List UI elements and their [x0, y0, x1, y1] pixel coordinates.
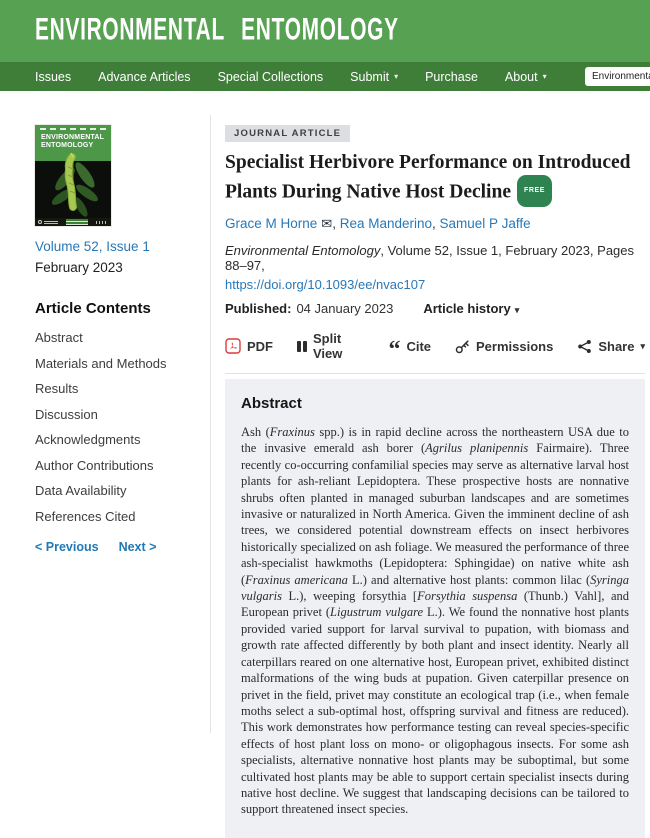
journal-cover[interactable]	[35, 125, 111, 226]
previous-article-link[interactable]: < Previous	[35, 539, 99, 554]
cover-issue-info	[40, 128, 106, 130]
contents-item-author-contributions[interactable]: Author Contributions	[35, 457, 154, 473]
journal-masthead	[0, 0, 650, 62]
envelope-icon: ✉	[321, 216, 333, 231]
contents-item-data-availability[interactable]: Data Availability	[35, 483, 127, 498]
caterpillar-photo	[35, 145, 111, 218]
contents-item-materials-and-methods[interactable]: Materials and Methods	[35, 355, 167, 371]
author-list: Grace M Horne ✉, Rea Manderino, Samuel P Jaffe	[225, 216, 531, 231]
split-view-button[interactable]: Split View	[297, 331, 364, 361]
cover-journal-title: ENVIRONMENTAL ENTOMOLOGY	[41, 134, 105, 149]
article-history-toggle[interactable]: Article history ▾	[423, 301, 520, 316]
article-title: Specialist Herbivore Performance on Introduced Plants During Native Host Decline FREE	[225, 150, 645, 209]
pdf-button[interactable]: PDF	[225, 338, 273, 354]
column-divider	[210, 115, 211, 733]
abstract-heading: Abstract	[241, 395, 302, 412]
article-pager	[35, 540, 197, 554]
nav-item-about[interactable]: About ▾	[504, 69, 547, 84]
toolbar-divider	[225, 373, 645, 374]
society-logo-icon	[38, 220, 42, 224]
chevron-down-icon: ▾	[514, 305, 520, 315]
published-line	[225, 301, 645, 316]
contents-item-abstract[interactable]: Abstract	[35, 330, 83, 345]
article-toolbar	[225, 331, 645, 361]
citation-line: Environmental Entomology, Volume 52, Issue 1, February 2023, Pages 88–97,	[225, 243, 635, 273]
share-button[interactable]: Share ▾	[577, 339, 645, 354]
permissions-button[interactable]: Permissions	[455, 339, 553, 354]
contents-item-results[interactable]: Results	[35, 381, 79, 396]
chevron-down-icon: ▾	[640, 340, 645, 351]
nav-item-special-collections[interactable]: Special Collections	[217, 69, 324, 84]
article-contents-list	[35, 330, 197, 524]
chevron-down-icon: ▾	[542, 72, 547, 81]
nav-item-purchase[interactable]: Purchase	[425, 69, 478, 84]
nav-item-submit[interactable]: Submit ▾	[350, 69, 399, 84]
author-link[interactable]: Grace M Horne	[225, 216, 318, 231]
main-navbar	[0, 62, 650, 91]
abstract-section	[225, 379, 645, 838]
contents-item-references-cited[interactable]: References Cited	[35, 508, 136, 524]
author-link[interactable]: Samuel P Jaffe	[439, 216, 531, 231]
quote-icon: “	[388, 337, 401, 363]
next-article-link[interactable]: Next >	[118, 539, 157, 554]
author-link[interactable]: Rea Manderino	[339, 216, 433, 231]
nav-item-issues[interactable]: Issues	[35, 69, 72, 84]
contents-item-discussion[interactable]: Discussion	[35, 406, 98, 422]
pdf-file-icon	[225, 338, 241, 354]
nav-item-advance-articles[interactable]: Advance Articles	[98, 69, 191, 84]
journal-name: Environmental Entomology	[225, 243, 381, 258]
published-label: Published:	[225, 301, 292, 316]
published-date: 04 January 2023	[296, 301, 394, 316]
chevron-down-icon: ▾	[394, 72, 399, 81]
cite-button[interactable]: “ Cite	[388, 337, 431, 363]
issue-date: February 2023	[35, 260, 123, 275]
search-input[interactable]	[585, 67, 650, 86]
key-icon	[455, 339, 470, 354]
abstract-text: Ash (Fraxinus spp.) is in rapid decline across the northeastern USA due to the invasive emerald ash borer (Agrilus planipennis Fairmaire). Three recently co-occurring confamilial species may serve as alternative larval host plants for ash-reliant Lepidoptera. These prospective hosts are nonnative shrubs often planted in managed suburban landscapes and are sometimes invasive or naturalized in North America. Given the imminent decline of ash trees, we considered potential downstream effects on insect herbivores historically specialized on ash foliage. We measured the performance of three ash-specialist hawkmoths (Lepidoptera: Sphingidae) on native white ash (Fraxinus americana L.) and alternative host plants: common lilac (Syringa vulgaris L.), weeping forsythia [Forsythia suspensa (Thunb.) Vahl], and European privet (Ligustrum vulgare L.). We found the nonnative host plants provided varied support for larval survival to pupation, with biomass and growth rate affected differently by both plant and insect identity. Nearly all caterpillars reared on one alternative host, European privet, exhibited distinct malformations of the wing buds at pupation. Given caterpillar presence on privet in the field, privet may constitute an ecological trap (i.e., when female moths select a sub-optimal host, offspring survival and fitness are reduced). This work demonstrates how performance testing can reveal species-specific effects of host plant loss on mono- or oligophagous insects. For some ash specialists, alternative nonnative host plants may be suboptimal, but some cultivated host plants may be able to support certain specialist insects during native host decline. We suggest that landscaping decisions can be tailored to support threatened insect species.	[241, 425, 630, 817]
article-contents-heading: Article Contents	[35, 300, 151, 317]
sidebar	[35, 125, 197, 554]
free-access-badge: FREE	[517, 175, 552, 208]
cover-publisher-band	[35, 218, 111, 226]
contents-item-acknowledgments[interactable]: Acknowledgments	[35, 432, 141, 447]
split-view-icon	[297, 341, 307, 352]
doi-link[interactable]: https://doi.org/10.1093/ee/nvac107	[225, 277, 426, 292]
article-type-badge: JOURNAL ARTICLE	[225, 125, 350, 142]
volume-issue-link[interactable]: Volume 52, Issue 1	[35, 239, 150, 254]
article-main	[225, 123, 645, 838]
share-icon	[577, 339, 592, 354]
journal-title: ENVIRONMENTAL ENTOMOLOGY	[35, 12, 399, 48]
